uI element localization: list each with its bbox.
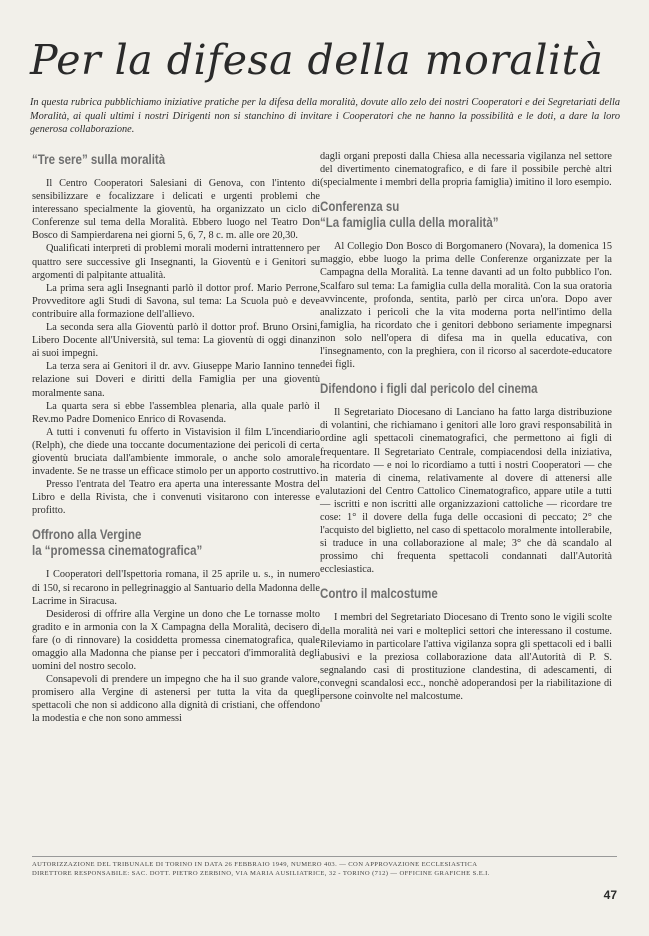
footer-line: DIRETTORE RESPONSABILE: SAC. DOTT. PIETRO ZERBINO, VIA MARIA AUSILIATRICE, 32 - TORINO (712) — OFFICINE GRAFICHE S.E.I. [32,870,490,877]
footer-line: AUTORIZZAZIONE DEL TRIBUNALE DI TORINO IN DATA 26 FEBBRAIO 1949, NUMERO 403. — CON APPROVAZIONE ECCLESIASTICA [32,861,478,868]
paragraph: La seconda sera alla Gioventù parlò il dottor prof. Bruno Orsini, Libero Docente all'Università, sul tema: La gioventù di oggi dinanzi ai suoi impegni. [32,322,320,360]
paragraph: Consapevoli di prendere un impegno che ha il suo grande valore, promisero alla Vergine di astenersi per tutta la vita da quegli spettacoli che non si addicono alla dignità di cristiani, che offendono la modestia e che non sono ammessi [32,674,320,725]
section-heading-conferenza: Conferenza su “La famiglia culla della moralità” [320,199,499,231]
paragraph: Desiderosi di offrire alla Vergine un dono che Le tornasse molto gradito e in armonia con la X Campagna della Moralità, decisero di fare (o di rinnovare) la cosiddetta promessa cinematografica, quale omaggio alla Madonna che pianse per i peccatori d'immoralità degli uomini del nostro secolo. [32,608,320,673]
intro-text: In questa rubrica pubblichiamo iniziative pratiche per la difesa della moralità, dovute allo zelo dei nostri Cooperatori e dei Segretariati della Moralità, ai quali ultimi i nostri Dirigenti non si stanchino di invitare i Cooperatori che ne hanno la possibilità e le doti, a dare la loro generosa collaborazione. [30,97,620,135]
paragraph: Il Centro Cooperatori Salesiani di Genova, con l'intento di sensibilizzare e focalizzare i delicati e urgenti problemi che interessano specialmente la gioventù, ha organizzato un ciclo di Conferenze sul tema della Moralità. Ebbero luogo nel Teatro Don Bosco di Sampierdarena nei giorni 5, 6, 7, 8 c. m. alle ore 20,30. [32,178,320,242]
paragraph: Al Collegio Don Bosco di Borgomanero (Novara), la domenica 15 maggio, ebbe luogo la prima delle Conferenze organizzate per la Campagna della Moralità. La tenne davanti ad un folto pubblico l'on. Scalfaro sul tema: La famiglia culla della moralità. Con la sua oratoria avvincente, profonda, sentita, parlò per circa un'ora. Dopo aver analizzato i pericoli che la vita moderna porta nell'intimo della famiglia, ha ricordato che i genitori debbono seriamente impegnarsi non solo nell'opera di difesa ma in quella educativa, con l'insegnamento, con la preghiera, con il ricorso al sacerdote-educatore dei figli. [320,241,612,371]
section-heading-difendono: Difendono i figli dal pericolo del cinema [320,381,538,397]
paragraph: I membri del Segretariato Diocesano di Trento sono le vigili scolte della moralità nei vari e molteplici settori che interessano il costume. Rileviamo in particolare l'attiva vigilanza sopra gli spettacoli ed i balli abusivi e la preziosa collaborazione data all'Autorità di P. S. segnalando casi di prostituzione clandestina, di adescamenti, di convegni scandalosi ecc., nonchè adoperandosi per la riabilitazione di persone coinvolte nel malcostume. [320,612,612,702]
paragraph-continued: dagli organi preposti dalla Chiesa alla necessaria vigilanza nel settore del divertimento cinematografico, e di fare il possibile perchè altri (specialmente i membri della propria famiglia) imitino il loro esempio. [320,151,612,189]
page-title: Per la difesa della moralità [30,36,604,84]
paragraph: La quarta sera si ebbe l'assemblea plenaria, alla quale parlò il Rev.mo Padre Domenico Enrico di Rovasenda. [32,400,320,425]
paragraph: La terza sera ai Genitori il dr. avv. Giuseppe Mario Iannino tenne relazione sui Doveri e diritti della Famiglia per una gioventù moralmente sana. [32,361,320,399]
page-number: 47 [603,888,617,902]
imprint-footer [32,856,617,878]
right-column [320,150,612,703]
paragraph: Presso l'entrata del Teatro era aperta una interessante Mostra del Libro e della Rivista, che i convenuti visitarono con interesse e profitto. [32,479,320,517]
paragraph: A tutti i convenuti fu offerto in Vistavision il film L'incendiario (Relph), che diede una toccante documentazione dei pericoli di certa gioventù bruciata dall'ambiente immorale, o anche solo amorale invadente. Se ne trasse un efficace stimolo per un apporto costruttivo. [32,426,320,478]
section-heading-offrono: Offrono alla Vergine la “promessa cinematografica” [32,527,203,559]
paragraph: La prima sera agli Insegnanti parlò il dottor prof. Mario Perrone, Provveditore agli Studi di Savona, sul tema: La Scuola può e deve contribuire alla formazione dell'allievo. [32,282,320,320]
left-column [32,152,320,726]
section-heading-malcostume: Contro il malcostume [320,586,438,602]
paragraph: Qualificati interpreti di problemi morali moderni intrattennero per quattro sere successive gli Insegnanti, la Gioventù e i Genitori su argomenti di palpitante attualità. [32,243,320,281]
section-heading-tre-sere: “Tre sere” sulla moralità [32,152,166,167]
paragraph: I Cooperatori dell'Ispettoria romana, il 25 aprile u. s., in numero di 150, si recarono in pellegrinaggio al Santuario della Madonna delle Lacrime in Siracusa. [32,569,320,607]
paragraph: Il Segretariato Diocesano di Lanciano ha fatto larga distribuzione di volantini, che richiamano i genitori alle loro gravi responsabilità in ordine agli spettacoli cinematografici, che permettono ai figli di frequentare. Il Segretariato Centrale, compiacendosi della iniziativa, ha ricordato — e noi lo ricordiamo a tutti i nostri Cooperatori — che in materia di cinema, relativamente al dovere di attenersi alle valutazioni del Centro Cattolico Cinematografico, appare utile a tutti — iscritti e non iscritti alle organizzazioni cattoliche — ricordare tre cose: 1° il dovere della fuga delle occasioni di peccato; 2° che l'acquisto del biglietto, nel caso di spettacolo moralmente intollerabile, si traduce in una collaborazione al male; 3° che dà scandalo al prossimo chi frequenta spettacoli condannati dall'Autorità ecclesiastica. [320,407,612,576]
